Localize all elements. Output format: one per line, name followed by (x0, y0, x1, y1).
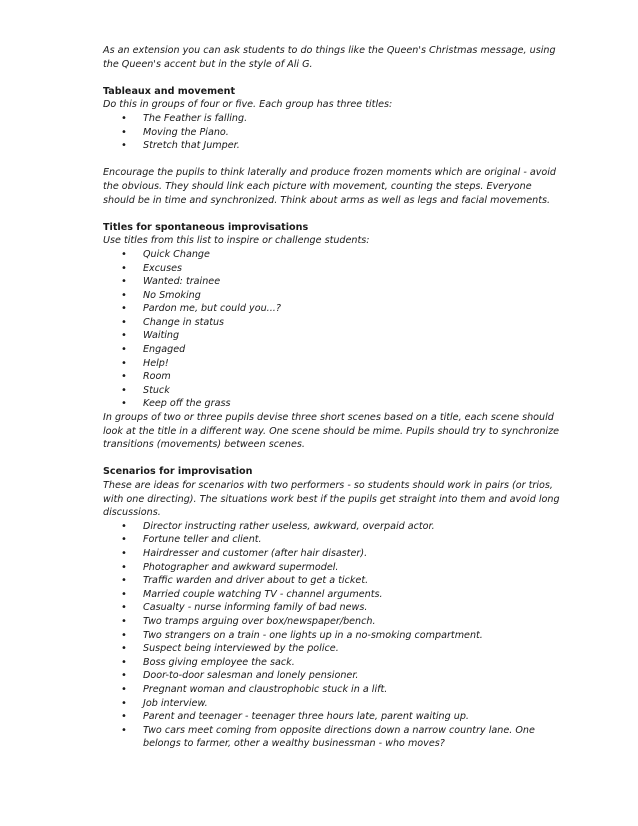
tableaux-heading: Tableaux and movement (103, 85, 236, 97)
list-item: • Two tramps arguing over box/newspaper/bench. (103, 615, 563, 629)
list-item: • Pregnant woman and claustrophobic stuck in a lift. (103, 683, 563, 697)
list-item: • Help! (103, 357, 563, 371)
list-item: • Hairdresser and customer (after hair disaster). (103, 547, 563, 561)
list-item: • Keep off the grass (103, 397, 563, 411)
list-item: • Pardon me, but could you...? (103, 302, 563, 316)
list-item: • Door-to-door salesman and lonely pensioner. (103, 669, 563, 683)
list-item: • Quick Change (103, 248, 563, 262)
list-item: • Two cars meet coming from opposite directions down a narrow country lane. One belongs to farmer, other a wealthy businessman - who moves? (103, 724, 563, 751)
scenarios-heading: Scenarios for improvisation (103, 466, 253, 478)
tableaux-body: Encourage the pupils to think laterally and produce frozen moments which are original - avoid the obvious. They should link each picture with movement, counting the steps. Everyone should be in time and synchronized. Think about arms as well as legs and facial movements. (103, 167, 557, 206)
titles-list (103, 248, 563, 411)
list-item: • Room (103, 370, 563, 384)
list-item: • No Smoking (103, 289, 563, 303)
list-item: • Boss giving employee the sack. (103, 656, 563, 670)
list-item: • Married couple watching TV - channel arguments. (103, 588, 563, 602)
list-item: • Stretch that Jumper. (103, 139, 563, 153)
list-item: • Fortune teller and client. (103, 533, 563, 547)
list-item: • Director instructing rather useless, awkward, overpaid actor. (103, 520, 563, 534)
list-item: • Waiting (103, 329, 563, 343)
scenarios-list (103, 520, 563, 751)
titles-body: In groups of two or three pupils devise three short scenes based on a title, each scene should look at the title in a different way. One scene should be mime. Pupils should try to synchronize transitions (movements) between scenes. (103, 412, 560, 451)
list-item: • Suspect being interviewed by the police. (103, 642, 563, 656)
tableaux-list (103, 112, 563, 153)
list-item: • Excuses (103, 262, 563, 276)
list-item: • Engaged (103, 343, 563, 357)
list-item: • Job interview. (103, 697, 563, 711)
list-item: • Casualty - nurse informing family of bad news. (103, 601, 563, 615)
list-item: • Traffic warden and driver about to get a ticket. (103, 574, 563, 588)
titles-heading: Titles for spontaneous improvisations (103, 221, 309, 233)
list-item: • Photographer and awkward supermodel. (103, 561, 563, 575)
list-item: • Stuck (103, 384, 563, 398)
intro-paragraph: As an extension you can ask students to do things like the Queen's Christmas message, using the Queen's accent but in the style of Ali G. (103, 45, 556, 70)
titles-lead: Use titles from this list to inspire or challenge students: (103, 235, 370, 247)
scenarios-lead: These are ideas for scenarios with two performers - so students should work in pairs (or trios, with one directing). The situations work best if the pupils get straight into them and avoid long discussions. (103, 480, 560, 519)
list-item: • The Feather is falling. (103, 112, 563, 126)
list-item: • Two strangers on a train - one lights up in a no-smoking compartment. (103, 629, 563, 643)
list-item: • Wanted: trainee (103, 275, 563, 289)
list-item: • Change in status (103, 316, 563, 330)
tableaux-lead: Do this in groups of four or five. Each group has three titles: (103, 99, 393, 111)
list-item: • Parent and teenager - teenager three hours late, parent waiting up. (103, 710, 563, 724)
document-page (103, 44, 563, 751)
list-item: • Moving the Piano. (103, 126, 563, 140)
